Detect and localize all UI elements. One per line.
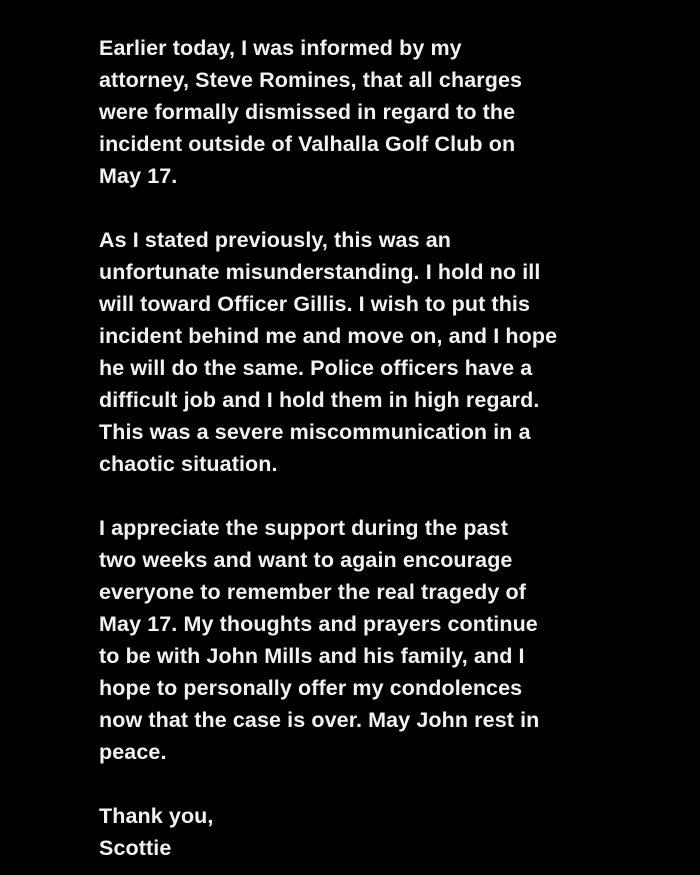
text-line: May 17. My thoughts and prayers continue bbox=[99, 612, 538, 636]
text-line: incident behind me and move on, and I hope bbox=[99, 324, 558, 348]
statement-document bbox=[99, 32, 659, 864]
text-line: attorney, Steve Romines, that all charges bbox=[99, 68, 523, 92]
signature-block bbox=[99, 800, 659, 864]
closing-line: Thank you, bbox=[99, 804, 214, 828]
paragraph-dismissal bbox=[99, 32, 659, 192]
text-line: As I stated previously, this was an bbox=[99, 228, 451, 252]
paragraph-appreciation bbox=[99, 512, 659, 768]
text-line: now that the case is over. May John rest in bbox=[99, 708, 540, 732]
text-line: he will do the same. Police officers have a bbox=[99, 356, 533, 380]
paragraph-misunderstanding bbox=[99, 224, 659, 480]
text-line: I appreciate the support during the past bbox=[99, 516, 508, 540]
text-line: Earlier today, I was informed by my bbox=[99, 36, 462, 60]
text-line: everyone to remember the real tragedy of bbox=[99, 580, 526, 604]
text-line: unfortunate misunderstanding. I hold no ill bbox=[99, 260, 541, 284]
text-line: hope to personally offer my condolences bbox=[99, 676, 523, 700]
text-line: chaotic situation. bbox=[99, 452, 278, 476]
text-line: peace. bbox=[99, 740, 167, 764]
text-line: will toward Officer Gillis. I wish to put this bbox=[99, 292, 531, 316]
text-line: were formally dismissed in regard to the bbox=[99, 100, 516, 124]
signature-name: Scottie bbox=[99, 836, 172, 860]
text-line: incident outside of Valhalla Golf Club on bbox=[99, 132, 516, 156]
text-line: This was a severe miscommunication in a bbox=[99, 420, 531, 444]
text-line: May 17. bbox=[99, 164, 178, 188]
text-line: two weeks and want to again encourage bbox=[99, 548, 513, 572]
text-line: to be with John Mills and his family, and I bbox=[99, 644, 525, 668]
text-line: difficult job and I hold them in high regard. bbox=[99, 388, 540, 412]
